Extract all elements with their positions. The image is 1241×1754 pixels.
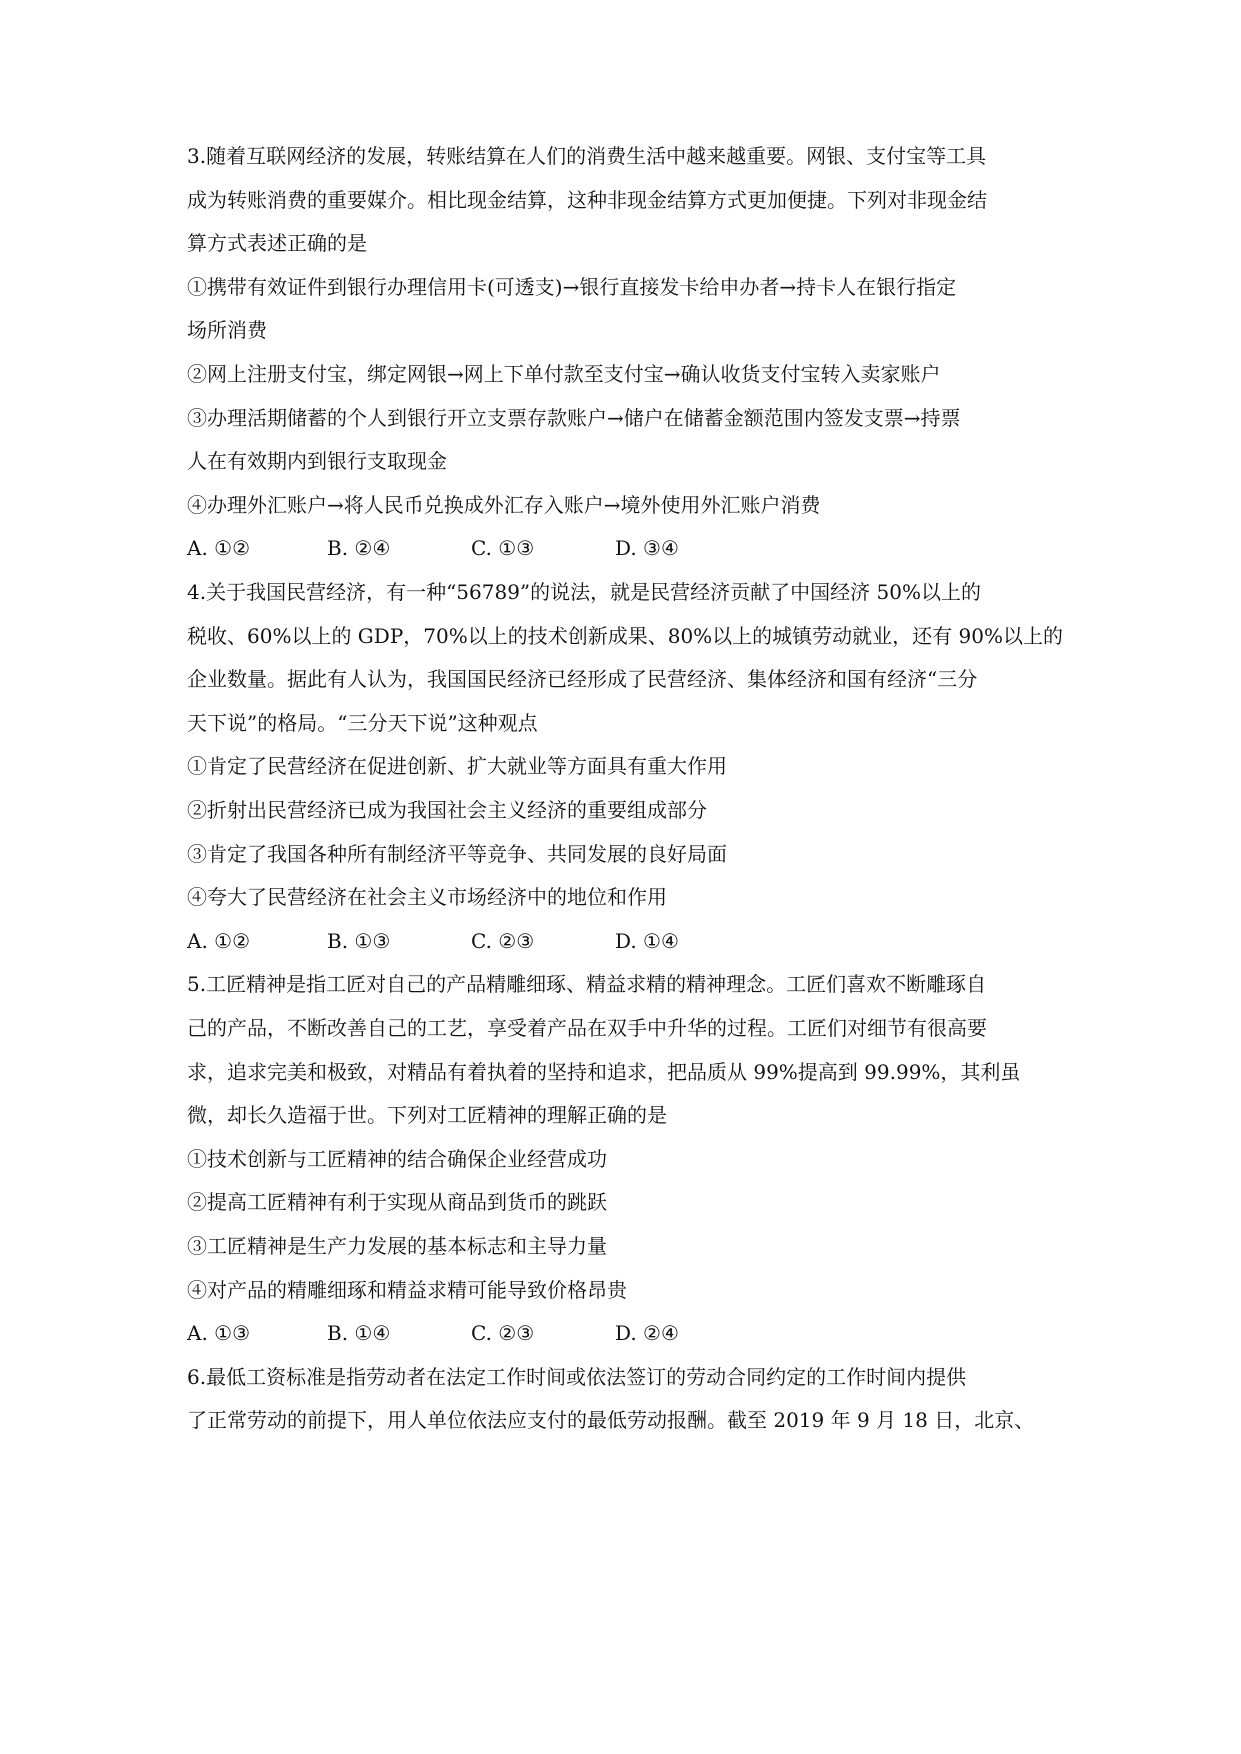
question-5-line-8: ④对产品的精雕细琢和精益求精可能导致价格昂贵: [187, 1277, 627, 1302]
question-5-line-2: 己的产品，不断改善自己的工艺，享受着产品在双手中升华的过程。工匠们对细节有很高要: [187, 1016, 987, 1040]
question-3-line-5: 场所消费: [187, 318, 267, 343]
question-5-line-4: 微，却长久造福于世。下列对工匠精神的理解正确的是: [187, 1103, 667, 1128]
question-5-line-6: ②提高工匠精神有利于实现从商品到货币的跳跃: [187, 1190, 607, 1215]
question-3-line-1: 3.随着互联网经济的发展，转账结算在人们的消费生活中越来越重要。网银、支付宝等工具: [187, 144, 987, 168]
question-3-line-2: 成为转账消费的重要媒介。相比现金结算，这种非现金结算方式更加便捷。下列对非现金结: [187, 187, 987, 212]
question-4-line-7: ③肯定了我国各种所有制经济平等竞争、共同发展的良好局面: [187, 841, 727, 866]
question-4-option-C: C. ②③: [471, 928, 535, 953]
question-4-option-D: D. ①④: [615, 928, 679, 953]
question-4-option-A: A. ①②: [187, 928, 251, 953]
question-5-line-3: 求，追求完美和极致，对精品有着执着的坚持和追求，把品质从 99%提高到 99.99%，其利虽: [187, 1059, 1021, 1084]
question-3-option-C: C. ①③: [471, 536, 535, 561]
question-5-option-C: C. ②③: [471, 1321, 535, 1346]
question-5-options: [187, 1319, 1067, 1347]
question-3-line-4: ①携带有效证件到银行办理信用卡(可透支)→银行直接发卡给申办者→持卡人在银行指定: [187, 274, 957, 299]
question-5-option-D: D. ②④: [615, 1321, 679, 1346]
question-6-line-1: 6.最低工资标准是指劳动者在法定工作时间或依法签订的劳动合同约定的工作时间内提供: [187, 1364, 967, 1389]
question-5-option-A: A. ①③: [187, 1321, 251, 1346]
question-3-line-6: ②网上注册支付宝，绑定网银→网上下单付款至支付宝→确认收货支付宝转入卖家账户: [187, 362, 941, 386]
question-4-line-6: ②折射出民营经济已成为我国社会主义经济的重要组成部分: [187, 798, 707, 822]
question-4-line-1: 4.关于我国民营经济，有一种“56789”的说法，就是民营经济贡献了中国经济 50%以上的: [187, 580, 981, 604]
question-5-line-5: ①技术创新与工匠精神的结合确保企业经营成功: [187, 1146, 607, 1171]
question-4-line-4: 天下说”的格局。“三分天下说”这种观点: [187, 710, 538, 735]
question-4-line-3: 企业数量。据此有人认为，我国国民经济已经形成了民营经济、集体经济和国有经济“三分: [187, 667, 978, 692]
question-3-option-D: D. ③④: [615, 536, 679, 561]
question-5-line-7: ③工匠精神是生产力发展的基本标志和主导力量: [187, 1234, 607, 1258]
question-3-option-B: B. ②④: [327, 536, 391, 561]
question-3-options: [187, 534, 1067, 562]
question-3-line-3: 算方式表述正确的是: [187, 231, 367, 256]
question-4-option-B: B. ①③: [327, 928, 391, 953]
question-6-line-2: 了正常劳动的前提下，用人单位依法应支付的最低劳动报酬。截至 2019 年 9 月 18 日，北京、: [187, 1408, 1035, 1433]
question-3-line-7: ③办理活期储蓄的个人到银行开立支票存款账户→储户在储蓄金额范围内签发支票→持票: [187, 405, 961, 430]
question-4-line-5: ①肯定了民营经济在促进创新、扩大就业等方面具有重大作用: [187, 754, 727, 779]
question-4-line-2: 税收、60%以上的 GDP，70%以上的技术创新成果、80%以上的城镇劳动就业，还有 90%以上的: [187, 623, 1063, 648]
question-3-line-9: ④办理外汇账户→将人民币兑换成外汇存入账户→境外使用外汇账户消费: [187, 492, 821, 517]
question-4-line-8: ④夸大了民营经济在社会主义市场经济中的地位和作用: [187, 885, 667, 910]
question-5-option-B: B. ①④: [327, 1321, 391, 1346]
question-4-options: [187, 927, 1067, 955]
question-3-line-8: 人在有效期内到银行支取现金: [187, 449, 447, 474]
question-5-line-1: 5.工匠精神是指工匠对自己的产品精雕细琢、精益求精的精神理念。工匠们喜欢不断雕琢自: [187, 972, 987, 997]
question-3-option-A: A. ①②: [187, 536, 251, 561]
